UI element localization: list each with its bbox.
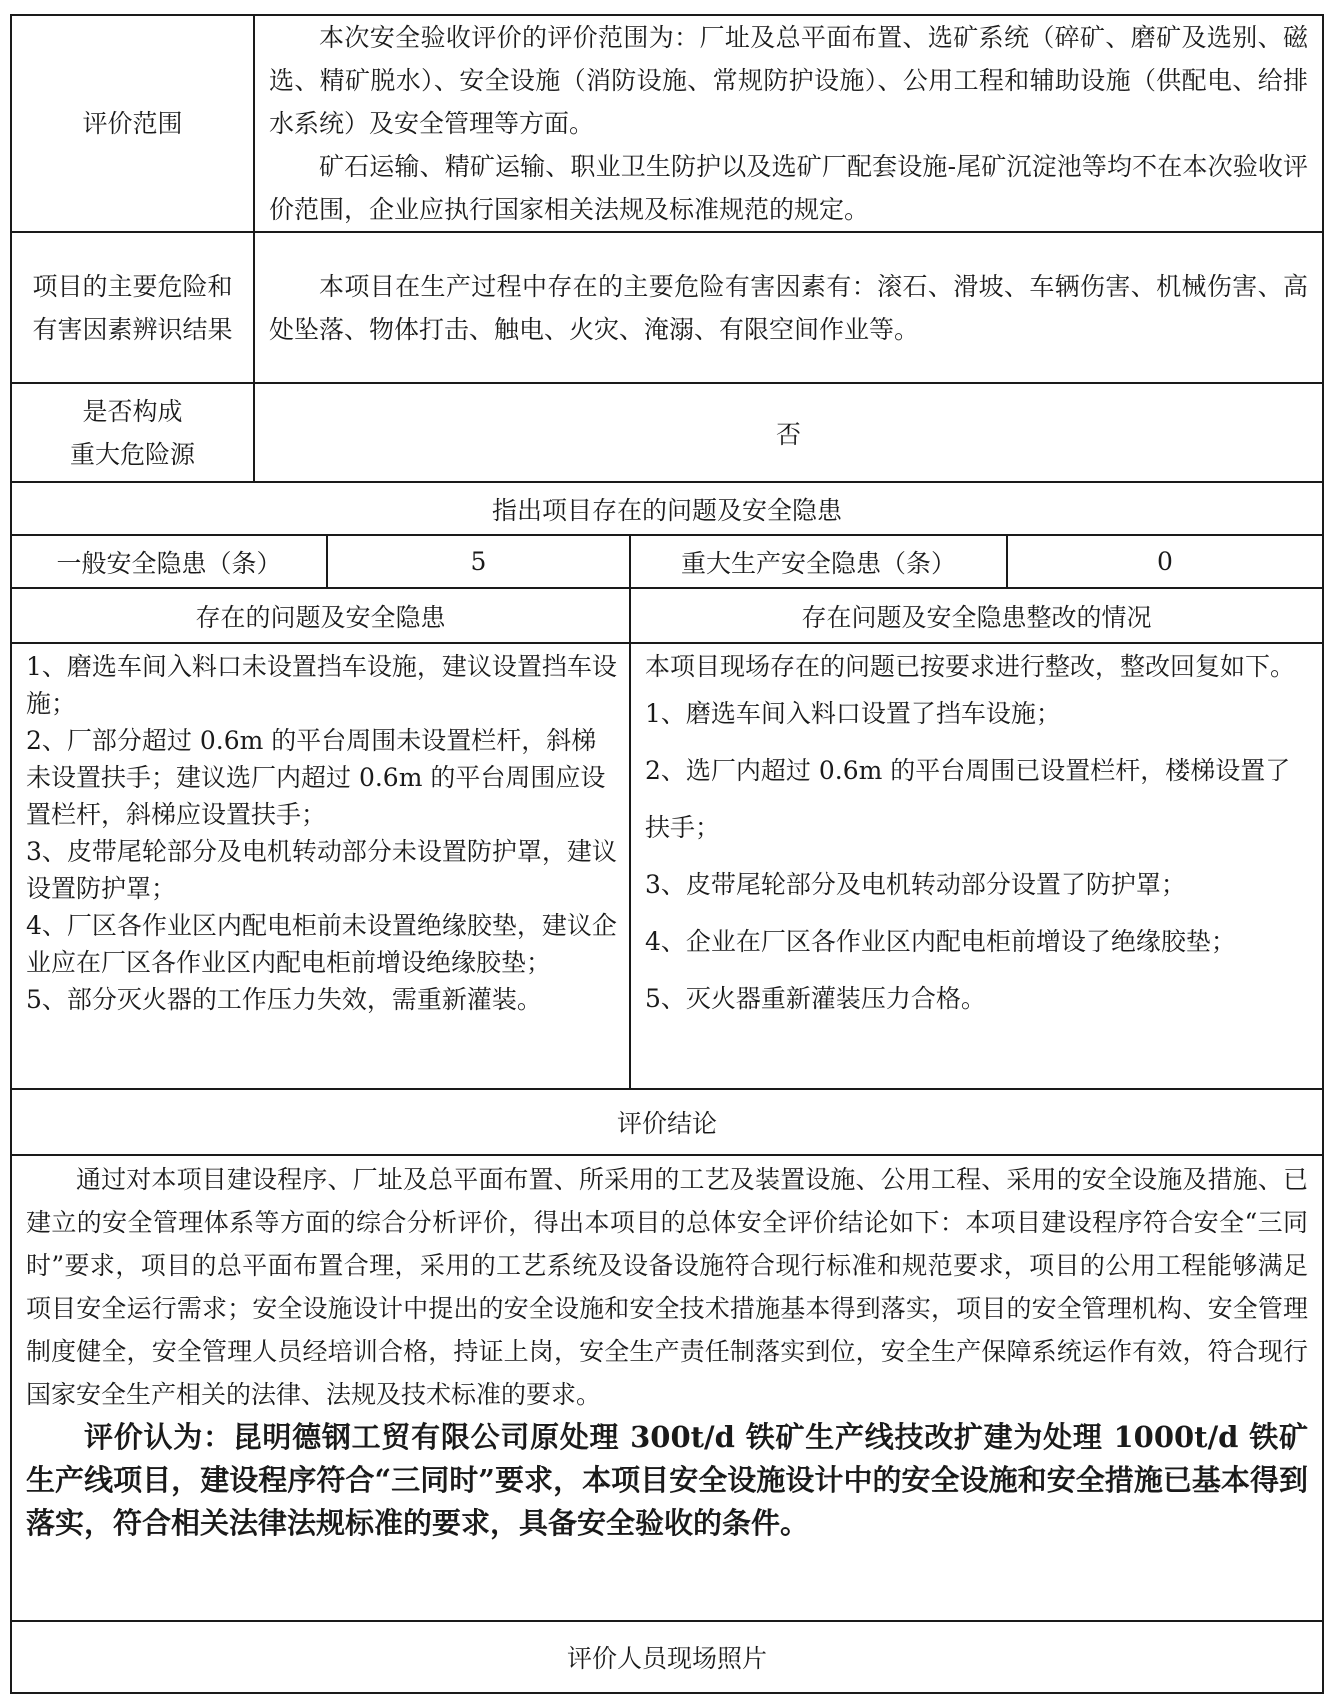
hazards-text: 本项目在生产过程中存在的主要危险有害因素有：滚石、滑坡、车辆伤害、机械伤害、高处坠落、物体打击、触电、火灾、淹溺、有限空间作业等。: [269, 271, 1309, 344]
issues-header-row: [11, 482, 1323, 535]
general-hazards-label: 一般安全隐患（条）: [11, 535, 327, 588]
rectification-item: 3、皮带尾轮部分及电机转动部分设置了防护罩；: [645, 870, 1186, 899]
scope-label: 评价范围: [11, 15, 254, 232]
conclusion-content-row: [11, 1155, 1323, 1621]
conclusion-body: 通过对本项目建设程序、厂址及总平面布置、所采用的工艺及装置设施、公用工程、采用的安全设施及措施、已建立的安全管理体系等方面的综合分析评价，得出本项目的总体安全评价结论如下：本项目建设程序符合安全“三同时”要求，项目的总平面布置合理，采用的工艺系统及设备设施符合现行标准和规范要求，项目的公用工程能够满足项目安全运行需求；安全设施设计中提出的安全设施和安全技术措施基本得到落实，项目的安全管理机构、安全管理制度健全，安全管理人员经培训合格，持证上岗，安全生产责任制落实到位，安全生产保障系统运作有效，符合现行国家安全生产相关的法律、法规及技术标准的要求。: [26, 1165, 1309, 1409]
major-hazard-row: [11, 383, 1323, 482]
issues-header: 指出项目存在的问题及安全隐患: [11, 482, 1323, 535]
major-hazard-value: 否: [254, 383, 1323, 482]
issue-item: 2、厂部分超过 0.6m 的平台周围未设置栏杆，斜梯未设置扶手；建议选厂内超过 0.6m 的平台周围应设置栏杆，斜梯应设置扶手；: [26, 726, 606, 829]
rectification-list: [630, 643, 1323, 1089]
scope-row: [11, 15, 1323, 232]
evaluation-table: [10, 14, 1324, 1694]
issues-right-header: 存在问题及安全隐患整改的情况: [630, 588, 1323, 643]
issues-left-header: 存在的问题及安全隐患: [11, 588, 630, 643]
scope-paragraph-2: 矿石运输、精矿运输、职业卫生防护以及选矿厂配套设施-尾矿沉淀池等均不在本次验收评价范围，企业应执行国家相关法规及标准规范的规定。: [269, 152, 1309, 224]
major-hazard-label: [11, 383, 254, 482]
conclusion-verdict: 评价认为：昆明德钢工贸有限公司原处理 300t/d 铁矿生产线技改扩建为处理 1000t/d 铁矿生产线项目，建设程序符合“三同时”要求，本项目安全设施设计中的安全设施和安全措施已基本得到落实，符合相关法律法规标准的要求，具备安全验收的条件。: [26, 1420, 1309, 1540]
hazards-label: 项目的主要危险和有害因素辨识结果: [11, 232, 254, 383]
scope-content: [254, 15, 1323, 232]
rectification-item: 2、选厂内超过 0.6m 的平台周围已设置栏杆，楼梯设置了扶手；: [645, 756, 1291, 842]
photos-header: 评价人员现场照片: [11, 1621, 1323, 1693]
photos-header-row: [11, 1621, 1323, 1693]
scope-paragraph-1: 本次安全验收评价的评价范围为：厂址及总平面布置、选矿系统（碎矿、磨矿及选别、磁选、精矿脱水）、安全设施（消防设施、常规防护设施）、公用工程和辅助设施（供配电、给排水系统）及安全管理等方面。: [269, 23, 1309, 138]
evaluation-form: [10, 14, 1322, 1694]
major-hazards-label: 重大生产安全隐患（条）: [630, 535, 1007, 588]
rectification-item: 5、灭火器重新灌装压力合格。: [645, 984, 986, 1013]
issue-item: 4、厂区各作业区内配电柜前未设置绝缘胶垫，建议企业应在厂区各作业区内配电柜前增设绝缘胶垫；: [26, 911, 617, 977]
issue-item: 1、磨选车间入料口未设置挡车设施，建议设置挡车设施；: [26, 652, 617, 718]
conclusion-header-row: [11, 1089, 1323, 1155]
hazards-row: [11, 232, 1323, 383]
issues-content-row: [11, 643, 1323, 1089]
issue-item: 5、部分灭火器的工作压力失效，需重新灌装。: [26, 985, 542, 1014]
major-hazard-label-line2: 重大危险源: [69, 439, 195, 469]
rectification-intro: 本项目现场存在的问题已按要求进行整改，整改回复如下。: [645, 652, 1296, 681]
hazards-content: [254, 232, 1323, 383]
conclusion-header: 评价结论: [11, 1089, 1323, 1155]
rectification-item: 1、磨选车间入料口设置了挡车设施；: [645, 699, 1061, 728]
major-hazard-label-line1: 是否构成: [82, 396, 183, 426]
conclusion-content: [11, 1155, 1323, 1621]
rectification-item: 4、企业在厂区各作业区内配电柜前增设了绝缘胶垫；: [645, 927, 1236, 956]
major-hazards-value: 0: [1007, 535, 1323, 588]
issues-columns-header-row: [11, 588, 1323, 643]
issue-item: 3、皮带尾轮部分及电机转动部分未设置防护罩，建议设置防护罩；: [26, 837, 617, 903]
issues-list: [11, 643, 630, 1089]
general-hazards-value: 5: [327, 535, 630, 588]
counts-row: [11, 535, 1323, 588]
